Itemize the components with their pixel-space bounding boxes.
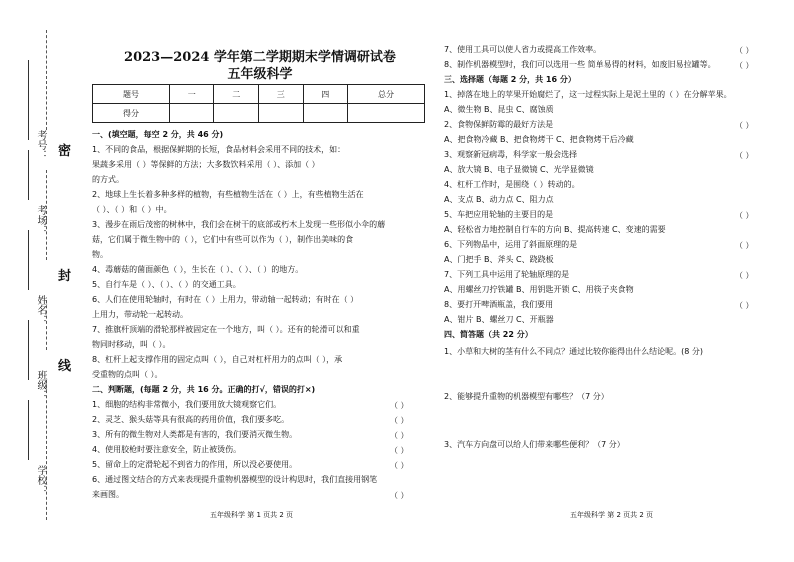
question-option: A、放大镜 B、电子显微镜 C、光学显微镜 bbox=[444, 165, 594, 174]
question-line: 5、自行车是（ ）、（ ）、（ ）的交通工具。 bbox=[92, 280, 241, 289]
question-line: 2、食物保鲜防霉的最好方法是 bbox=[444, 120, 554, 129]
question-line: 7、下列工具中运用了轮轴原理的是 bbox=[444, 270, 570, 279]
question-line: 2、灵芝、猴头菇等具有很高的药用价值，我们要多吃。 bbox=[92, 415, 290, 424]
score-input-cell bbox=[303, 104, 348, 123]
answer-parens: （ ） bbox=[390, 401, 409, 410]
score-cell: 题号 bbox=[93, 85, 170, 104]
answer-parens: （ ） bbox=[735, 241, 754, 250]
question-line: 3、漫步在雨后茂密的树林中，我们会在树干的底部或朽木上发现一些形似小伞的蘑 bbox=[92, 220, 386, 229]
question-line: 的方式。 bbox=[92, 175, 124, 184]
score-cell: 总分 bbox=[348, 85, 425, 104]
answer-parens: （ ） bbox=[735, 61, 754, 70]
question-line: 3、观察新冠病毒，科学家一般会选择 bbox=[444, 150, 578, 159]
question-line: 1、小草和大树的茎有什么不同点？通过比较你能得出什么结论呢。(8 分) bbox=[444, 347, 703, 356]
question-line: 4、杠杆工作时，是围绕（ ）转动的。 bbox=[444, 180, 580, 189]
score-cell: 得分 bbox=[93, 104, 170, 123]
answer-parens: （ ） bbox=[735, 301, 754, 310]
score-table-header-row bbox=[93, 85, 425, 104]
question-line: 5、留命上的定滑轮起不到省力的作用，所以没必要使用。 bbox=[92, 460, 298, 469]
score-cell: 二 bbox=[214, 85, 259, 104]
question-option: A、钳片 B、螺丝刀 C、开瓶器 bbox=[444, 315, 554, 324]
seal-dashed-line bbox=[46, 300, 47, 350]
question-line: 8、制作机器模型时，我们可以选用一些 简单易得的材料，如废旧易拉罐等。 bbox=[444, 60, 716, 69]
question-line: 来画图。 bbox=[92, 490, 124, 499]
score-input-cell bbox=[258, 104, 303, 123]
answer-parens: （ ） bbox=[735, 211, 754, 220]
score-input-cell bbox=[214, 104, 259, 123]
seal-dashed-line bbox=[46, 170, 47, 260]
question-option: A、用螺丝刀拧铁罐 B、用钥匙开锁 C、用筷子夹食物 bbox=[444, 285, 634, 294]
question-line: 6、下列物品中，运用了斜面原理的是 bbox=[444, 240, 578, 249]
banji-line bbox=[28, 320, 29, 380]
question-line: 1、细胞的结构非常微小，我们要用放大镜观察它们。 bbox=[92, 400, 282, 409]
question-option: A、微生物 B、昆虫 C、腐蚀质 bbox=[444, 105, 554, 114]
kaochang-line bbox=[28, 150, 29, 200]
question-line: 1、掉落在地上的苹果开始腐烂了，这一过程实际上是泥土里的（ ）在分解苹果。 bbox=[444, 90, 732, 99]
xuexiao-label: 学校： bbox=[35, 465, 46, 495]
answer-parens: （ ） bbox=[390, 491, 409, 500]
question-option: A、门把手 B、斧头 C、跷跷板 bbox=[444, 255, 554, 264]
page-footer-left: 五年级科学 第 1 页共 2 页 bbox=[210, 511, 294, 519]
answer-parens: （ ） bbox=[390, 431, 409, 440]
question-line: 7、推旗杆顶端的滑轮那样被固定在一个地方，叫（ ）。还有的轮滑可以和重 bbox=[92, 325, 360, 334]
answer-parens: （ ） bbox=[735, 121, 754, 130]
score-table bbox=[92, 84, 425, 123]
question-line: 3、所有的微生物对人类都是有害的，我们要消灭微生物。 bbox=[92, 430, 298, 439]
score-cell: 一 bbox=[169, 85, 214, 104]
score-cell: 四 bbox=[303, 85, 348, 104]
question-line: 果蔬多采用（ ）等保鲜的方法；大多数饮料采用（ ）、添加（ ） bbox=[92, 160, 320, 169]
question-line: 2、地球上生长着多种多样的植物，有些植物生活在（ ）上，有些植物生活在 bbox=[92, 190, 364, 199]
question-line: 8、要打开啤酒瓶盖，我们要用 bbox=[444, 300, 554, 309]
score-input-cell bbox=[348, 104, 425, 123]
question-line: 6、通过图文结合的方式来表现提升重物机器模型的设计构思时，我们直接用钢笔 bbox=[92, 475, 378, 484]
question-line: 4、使用胶枪时要注意安全，防止被烫伤。 bbox=[92, 445, 242, 454]
section-heading: 三、选择题（每题 2 分，共 16 分） bbox=[444, 75, 576, 84]
question-line: 物同时移动，叫（ ）。 bbox=[92, 340, 171, 349]
xingming-line bbox=[28, 230, 29, 290]
question-line: 7、使用工具可以使人省力或提高工作效率。 bbox=[444, 45, 602, 54]
seal-dashed-line bbox=[46, 30, 47, 130]
kaohao-line bbox=[28, 60, 29, 140]
page-footer-right: 五年级科学 第 2 页共 2 页 bbox=[570, 511, 654, 519]
section-heading: 四、简答题（共 22 分） bbox=[444, 330, 533, 339]
question-line: 3、汽车方向盘可以给人们带来哪些便利？（7 分） bbox=[444, 440, 625, 449]
seal-char-feng: 封 bbox=[58, 269, 72, 284]
question-line: 6、人们在使用轮轴时，有时在（ ）上用力，带动轴一起转动；有时在（ ） bbox=[92, 295, 359, 304]
kaochang-label: 考场： bbox=[35, 205, 46, 235]
question-option: A、轻松省力地控制自行车的方向 B、提高转速 C、变速的需要 bbox=[444, 225, 666, 234]
question-line: 5、车把应用轮轴的主要目的是 bbox=[444, 210, 554, 219]
score-table-score-row bbox=[93, 104, 425, 123]
question-line: 物。 bbox=[92, 250, 108, 259]
seal-char-xian: 线 bbox=[58, 359, 72, 374]
banji-label: 班级： bbox=[35, 370, 46, 400]
question-option: A、把食物冷藏 B、把食物烤干 C、把食物烤干后冷藏 bbox=[444, 135, 634, 144]
seal-dashed-line bbox=[46, 380, 47, 520]
answer-parens: （ ） bbox=[390, 461, 409, 470]
score-cell: 三 bbox=[258, 85, 303, 104]
section-heading: 二、判断题，(每题 2 分，共 16 分。正确的打√，错误的打×) bbox=[92, 385, 316, 394]
question-line: 4、毒蘑菇的菌面颜色（ ），生长在（ ）、（ ）、（ ）的地方。 bbox=[92, 265, 304, 274]
question-option: A、支点 B、动力点 C、阻力点 bbox=[444, 195, 554, 204]
question-line: 8、杠杆上起支撑作用的固定点叫（ ），自己对杠杆用力的点叫（ ），承 bbox=[92, 355, 343, 364]
question-line: 菇，它们属于微生物中的（ ），它们中有些可以作为（ ），制作出美味的食 bbox=[92, 235, 354, 244]
question-line: 受重物的点叫（ ）。 bbox=[92, 370, 163, 379]
xuexiao-line bbox=[28, 400, 29, 460]
exam-title: 2023—2024 学年第二学期期末学情调研试卷 bbox=[124, 50, 396, 65]
answer-parens: （ ） bbox=[735, 271, 754, 280]
answer-parens: （ ） bbox=[390, 446, 409, 455]
question-line: （ ）、（ ）和（ ）中。 bbox=[92, 205, 172, 214]
exam-subtitle: 五年级科学 bbox=[227, 67, 293, 82]
section-heading: 一、(填空题，每空 2 分，共 46 分) bbox=[92, 130, 224, 139]
xingming-label: 姓名： bbox=[35, 295, 46, 325]
seal-char-mi: 密 bbox=[58, 144, 72, 159]
question-line: 2、能够提升重物的机器模型有哪些？（7 分） bbox=[444, 392, 609, 401]
answer-parens: （ ） bbox=[390, 416, 409, 425]
question-line: 1、不同的食品，根据保鲜期的长短，食品材料会采用不同的技术，如： bbox=[92, 145, 346, 154]
score-input-cell bbox=[169, 104, 214, 123]
question-line: 上用力，带动轮一起转动。 bbox=[92, 310, 188, 319]
answer-parens: （ ） bbox=[735, 46, 754, 55]
answer-parens: （ ） bbox=[735, 151, 754, 160]
kaohao-label: 考号： bbox=[35, 130, 46, 160]
